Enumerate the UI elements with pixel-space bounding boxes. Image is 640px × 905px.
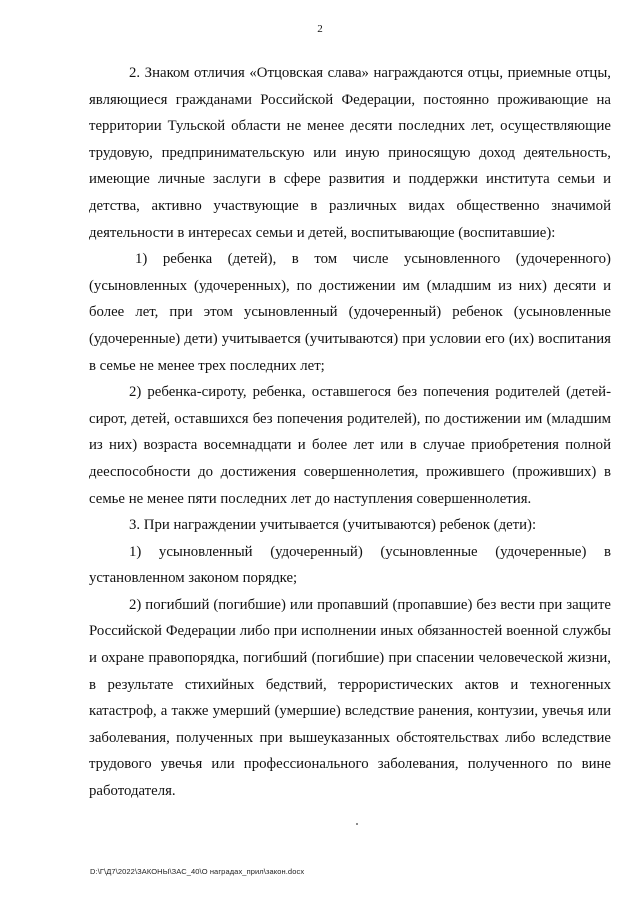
page-number: 2 xyxy=(317,23,323,35)
paragraph-item-1: 1) ребенка (детей), в том числе усыновленного (удочеренного) (усыновленных (удочеренных), по достижении им (младшим из них) десяти и более лет, при этом усыновленный (удочеренный) ребенок (усыновленные (удочеренные) дети) учитывается (учитываются) при условии его (их) воспитания в семье не менее трех последних лет; xyxy=(89,251,611,374)
paragraph-item-2: 2) ребенка-сироту, ребенка, оставшегося без попечения родителей (детей-сирот, детей, оставшихся без попечения родителей), по достижении им (младшим из них) возраста восемнадцати и более лет или в случае приобретения полной дееспособности до достижения совершеннолетия, прожившего (проживших) в семье не менее пяти последних лет до наступления совершеннолетия. xyxy=(89,384,611,507)
paragraph-item-3-2: 2) погибший (погибшие) или пропавший (пропавшие) без вести при защите Российской Федерации либо при исполнении иных обязанностей военной службы и охране правопорядка, погибший (погибшие) при спасении человеческой жизни, в результате стихийных бедствий, террористических актов и техногенных катастроф, а также умерший (умершие) вследствие ранения, контузии, увечья или заболевания, полученных при вышеуказанных обстоятельствах либо вследствие трудового увечья или профессионального заболевания, полученного по вине работодателя. xyxy=(89,596,611,800)
scan-dot xyxy=(356,823,358,825)
footer-file-path: D:\Г\Д7\2022\ЗАКОНЫ\ЗАС_40\О наградах_прил\закон.docx xyxy=(90,867,305,876)
paragraph-item-3-1: 1) усыновленный (удочеренный) (усыновленные (удочеренные) в установленном законом порядке; xyxy=(89,543,611,587)
document-body xyxy=(89,60,611,805)
paragraph-section-2: 2. Знаком отличия «Отцовская слава» награждаются отцы, приемные отцы, являющиеся гражданами Российской Федерации, постоянно проживающие на территории Тульской области не менее десяти последних лет, осуществляющие трудовую, предпринимательскую или иную приносящую доход деятельность, имеющие личные заслуги в сфере развития и поддержки института семьи и детства, активно участвующие в различных видах общественно значимой деятельности в интересах семьи и детей, воспитывающие (воспитавшие): xyxy=(89,65,611,241)
paragraph-section-3: 3. При награждении учитывается (учитываются) ребенок (дети): xyxy=(129,517,537,534)
